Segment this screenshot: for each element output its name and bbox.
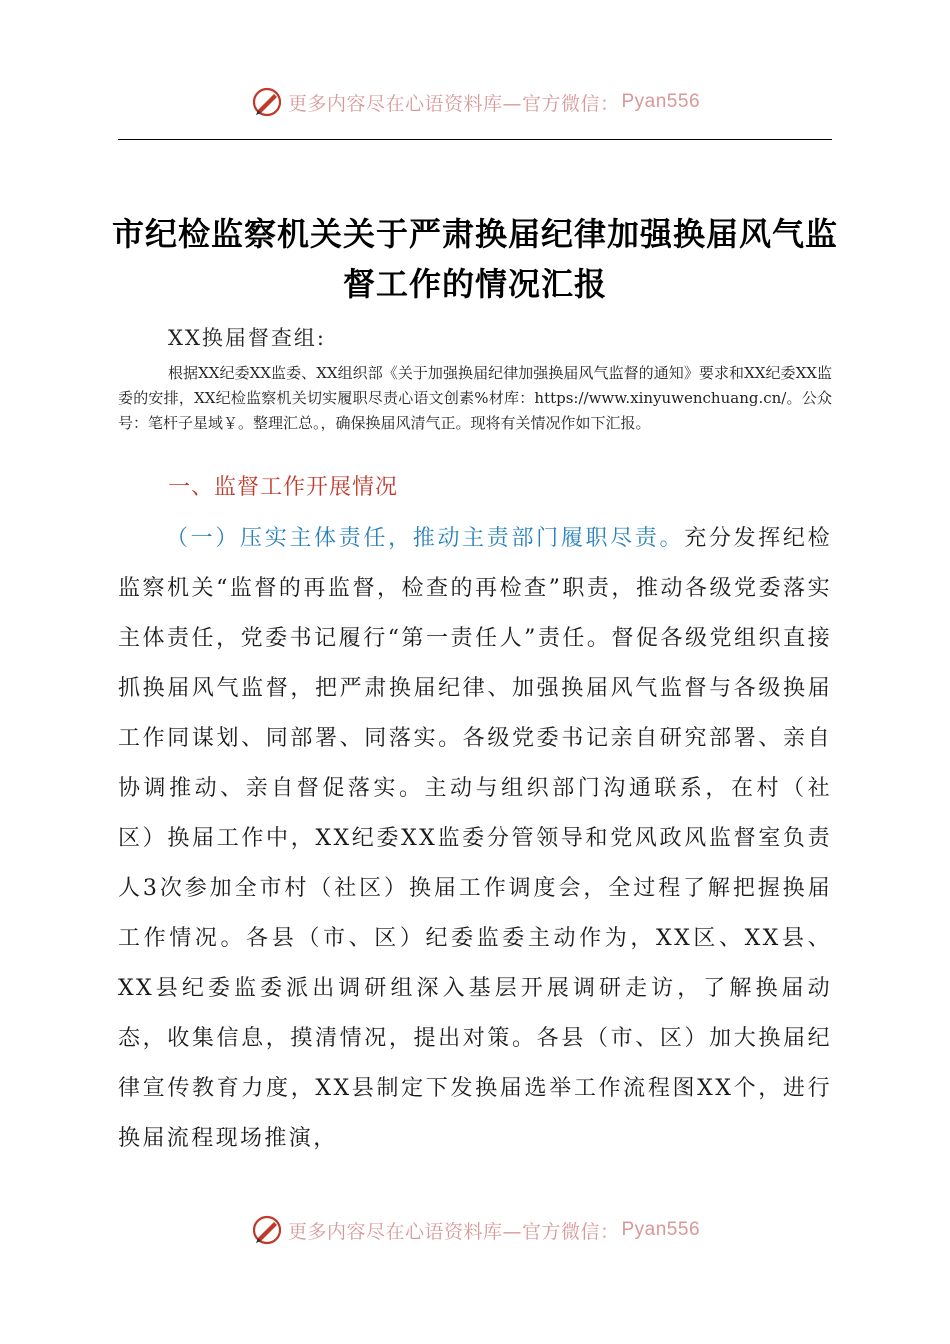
section-heading: 一、监督工作开展情况 — [168, 475, 399, 500]
footer-banner-text: 更多内容尽在心语资料库—官方微信： — [287, 1220, 620, 1243]
sub-heading: （一）压实主体责任，推动主责部门履职尽责。 — [166, 526, 685, 551]
header-banner-account: Pyan556 — [621, 91, 701, 112]
footer-banner-account: Pyan556 — [621, 1219, 701, 1240]
header-divider — [118, 139, 832, 140]
header-banner-text: 更多内容尽在心语资料库—官方微信： — [287, 92, 620, 115]
body-text: 充分发挥纪检监察机关“监督的再监督，检查的再检查”职责，推动各级党委落实主体责任，党委书记履行“第一责任人”责任。督促各级党组织直接抓换届风气监督，把严肃换届纪律、加强换届风气监督与各级换届工作同谋划、同部署、同落实。各级党委书记亲自研究部署、亲自协调推动、亲自督促落实。主动与组织部门沟通联系，在村（社区）换届工作中，XX纪委XX监委分管领导和党风政风监督室负责人3次参加全市村（社区）换届工作调度会，全过程了解把握换届工作情况。各县（市、区）纪委监委主动作为，XX区、XX县、XX县纪委监委派出调研组深入基层开展调研走访，了解换届动态，收集信息，摸清情况，提出对策。各县（市、区）加大换届纪律宣传教育力度，XX县制定下发换届选举工作流程图XX个，进行换届流程现场推演， — [118, 526, 833, 1151]
pen-logo-icon — [250, 85, 284, 119]
footer-banner — [0, 1210, 950, 1250]
document-title: 市纪检监察机关关于严肃换届纪律加强换届风气监督工作的情况汇报 — [111, 215, 838, 304]
document-greeting: XX换届督查组: — [168, 326, 326, 350]
pen-logo-icon — [250, 1213, 284, 1247]
intro-paragraph: 根据XX纪委XX监委、XX组织部《关于加强换届纪律加强换届风气监督的通知》要求和XX纪委XX监委的安排，XX纪检监察机关切实履职尽责心语文创素%材库：https://www.xinyuwenchuang.cn/。公众号：笔杆子星域￥。整理汇总。，确保换届风清气正。现将有关情况作如下汇报。 — [118, 364, 832, 432]
body-paragraph — [118, 514, 832, 1164]
header-banner — [0, 82, 950, 122]
